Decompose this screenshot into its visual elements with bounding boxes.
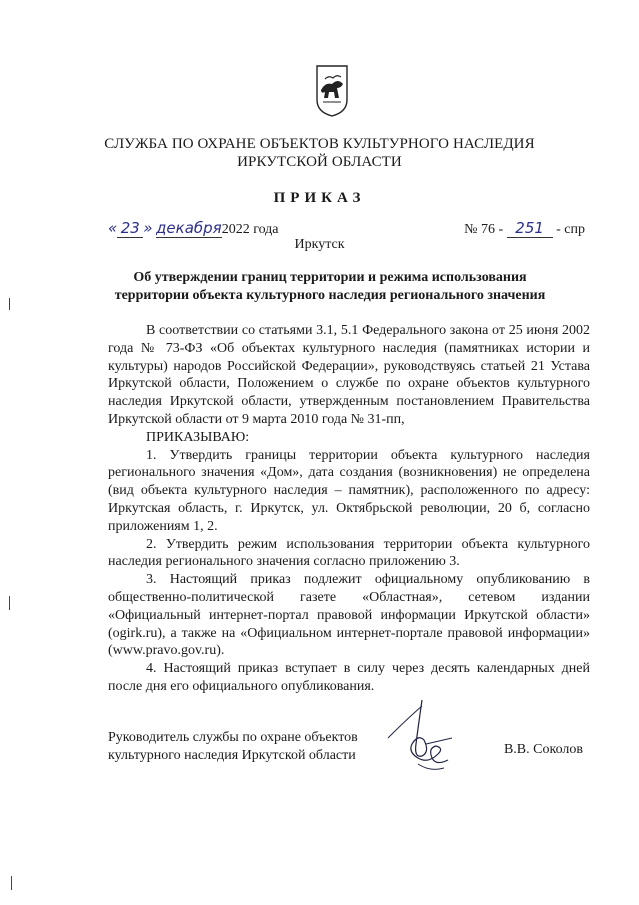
date-quote-open: « xyxy=(108,219,118,237)
command-word: ПРИКАЗЫВАЮ: xyxy=(146,429,250,445)
order-item-3: 3. Настоящий приказ подлежит официальному опубликованию в общественно-политической газете «Областная», сетевом издании «Официальный интернет-портал правовой информации Иркутской области» (ogirk.ru), а также на «Официальном интернет-портале правовой информации» (www.pravo.gov.ru). xyxy=(108,572,590,659)
signatory-position-line2: культурного наследия Иркутской области xyxy=(108,748,356,763)
date-year: 2022 года xyxy=(221,222,279,237)
date-day: 23 xyxy=(117,219,143,238)
margin-mark xyxy=(9,596,10,610)
order-item-1: 1. Утвердить границы территории объекта культурного наследия регионального значения «Дом», дата создания (возникновения) не определена (вид объекта культурного наследия – памятник), расположенного по адресу: Иркутская область, г. Иркутск, ул. Октябрьской революции, 20 б, согласно приложениям 1, 2. xyxy=(108,447,590,534)
order-number xyxy=(464,219,585,238)
order-item-2: 2. Утвердить режим использования территории объекта культурного наследия регионального значения согласно приложению 3. xyxy=(108,536,590,570)
agency-name-line1: СЛУЖБА ПО ОХРАНЕ ОБЪЕКТОВ КУЛЬТУРНОГО НАСЛЕДИЯ xyxy=(104,136,535,152)
document-type-title: ПРИКАЗ xyxy=(273,190,366,206)
date-quote-close: » xyxy=(143,219,153,237)
order-date xyxy=(108,219,279,238)
signatory-position xyxy=(108,729,358,765)
coat-of-arms-icon xyxy=(315,64,349,118)
order-number-suffix: - спр xyxy=(556,222,585,237)
margin-mark xyxy=(11,876,12,890)
order-body xyxy=(108,322,590,696)
margin-mark xyxy=(9,298,10,310)
subject-line2: территории объекта культурного наследия регионального значения xyxy=(114,288,546,303)
order-item-4: 4. Настоящий приказ вступает в силу через десять календарных дней после дня его официального опубликования. xyxy=(108,661,590,694)
signatory-name: В.В. Соколов xyxy=(503,742,583,757)
subject-line1: Об утверждении границ территории и режима использования xyxy=(133,270,527,285)
date-month: декабря xyxy=(156,219,222,237)
signatory-position-line1: Руководитель службы по охране объектов xyxy=(108,730,358,745)
handwritten-signature xyxy=(378,698,468,774)
order-number-value: 251 xyxy=(507,219,553,238)
order-number-prefix: № 76 - xyxy=(464,222,504,237)
agency-name-line2: ИРКУТСКОЙ ОБЛАСТИ xyxy=(237,154,402,170)
order-city: Иркутск xyxy=(294,237,345,252)
preamble-paragraph: В соответствии со статьями 3.1, 5.1 Федерального закона от 25 июня 2002 года № 73-ФЗ «Об объектах культурного наследия (памятниках истории и культуры) народов Российской Федерации», руководствуясь статьей 21 Устава Иркутской области, Положением о службе по охране объектов культурного наследия Иркутской области, утвержденным постановлением Правительства Иркутской области от 9 марта 2010 года № 31-пп, xyxy=(108,323,590,427)
